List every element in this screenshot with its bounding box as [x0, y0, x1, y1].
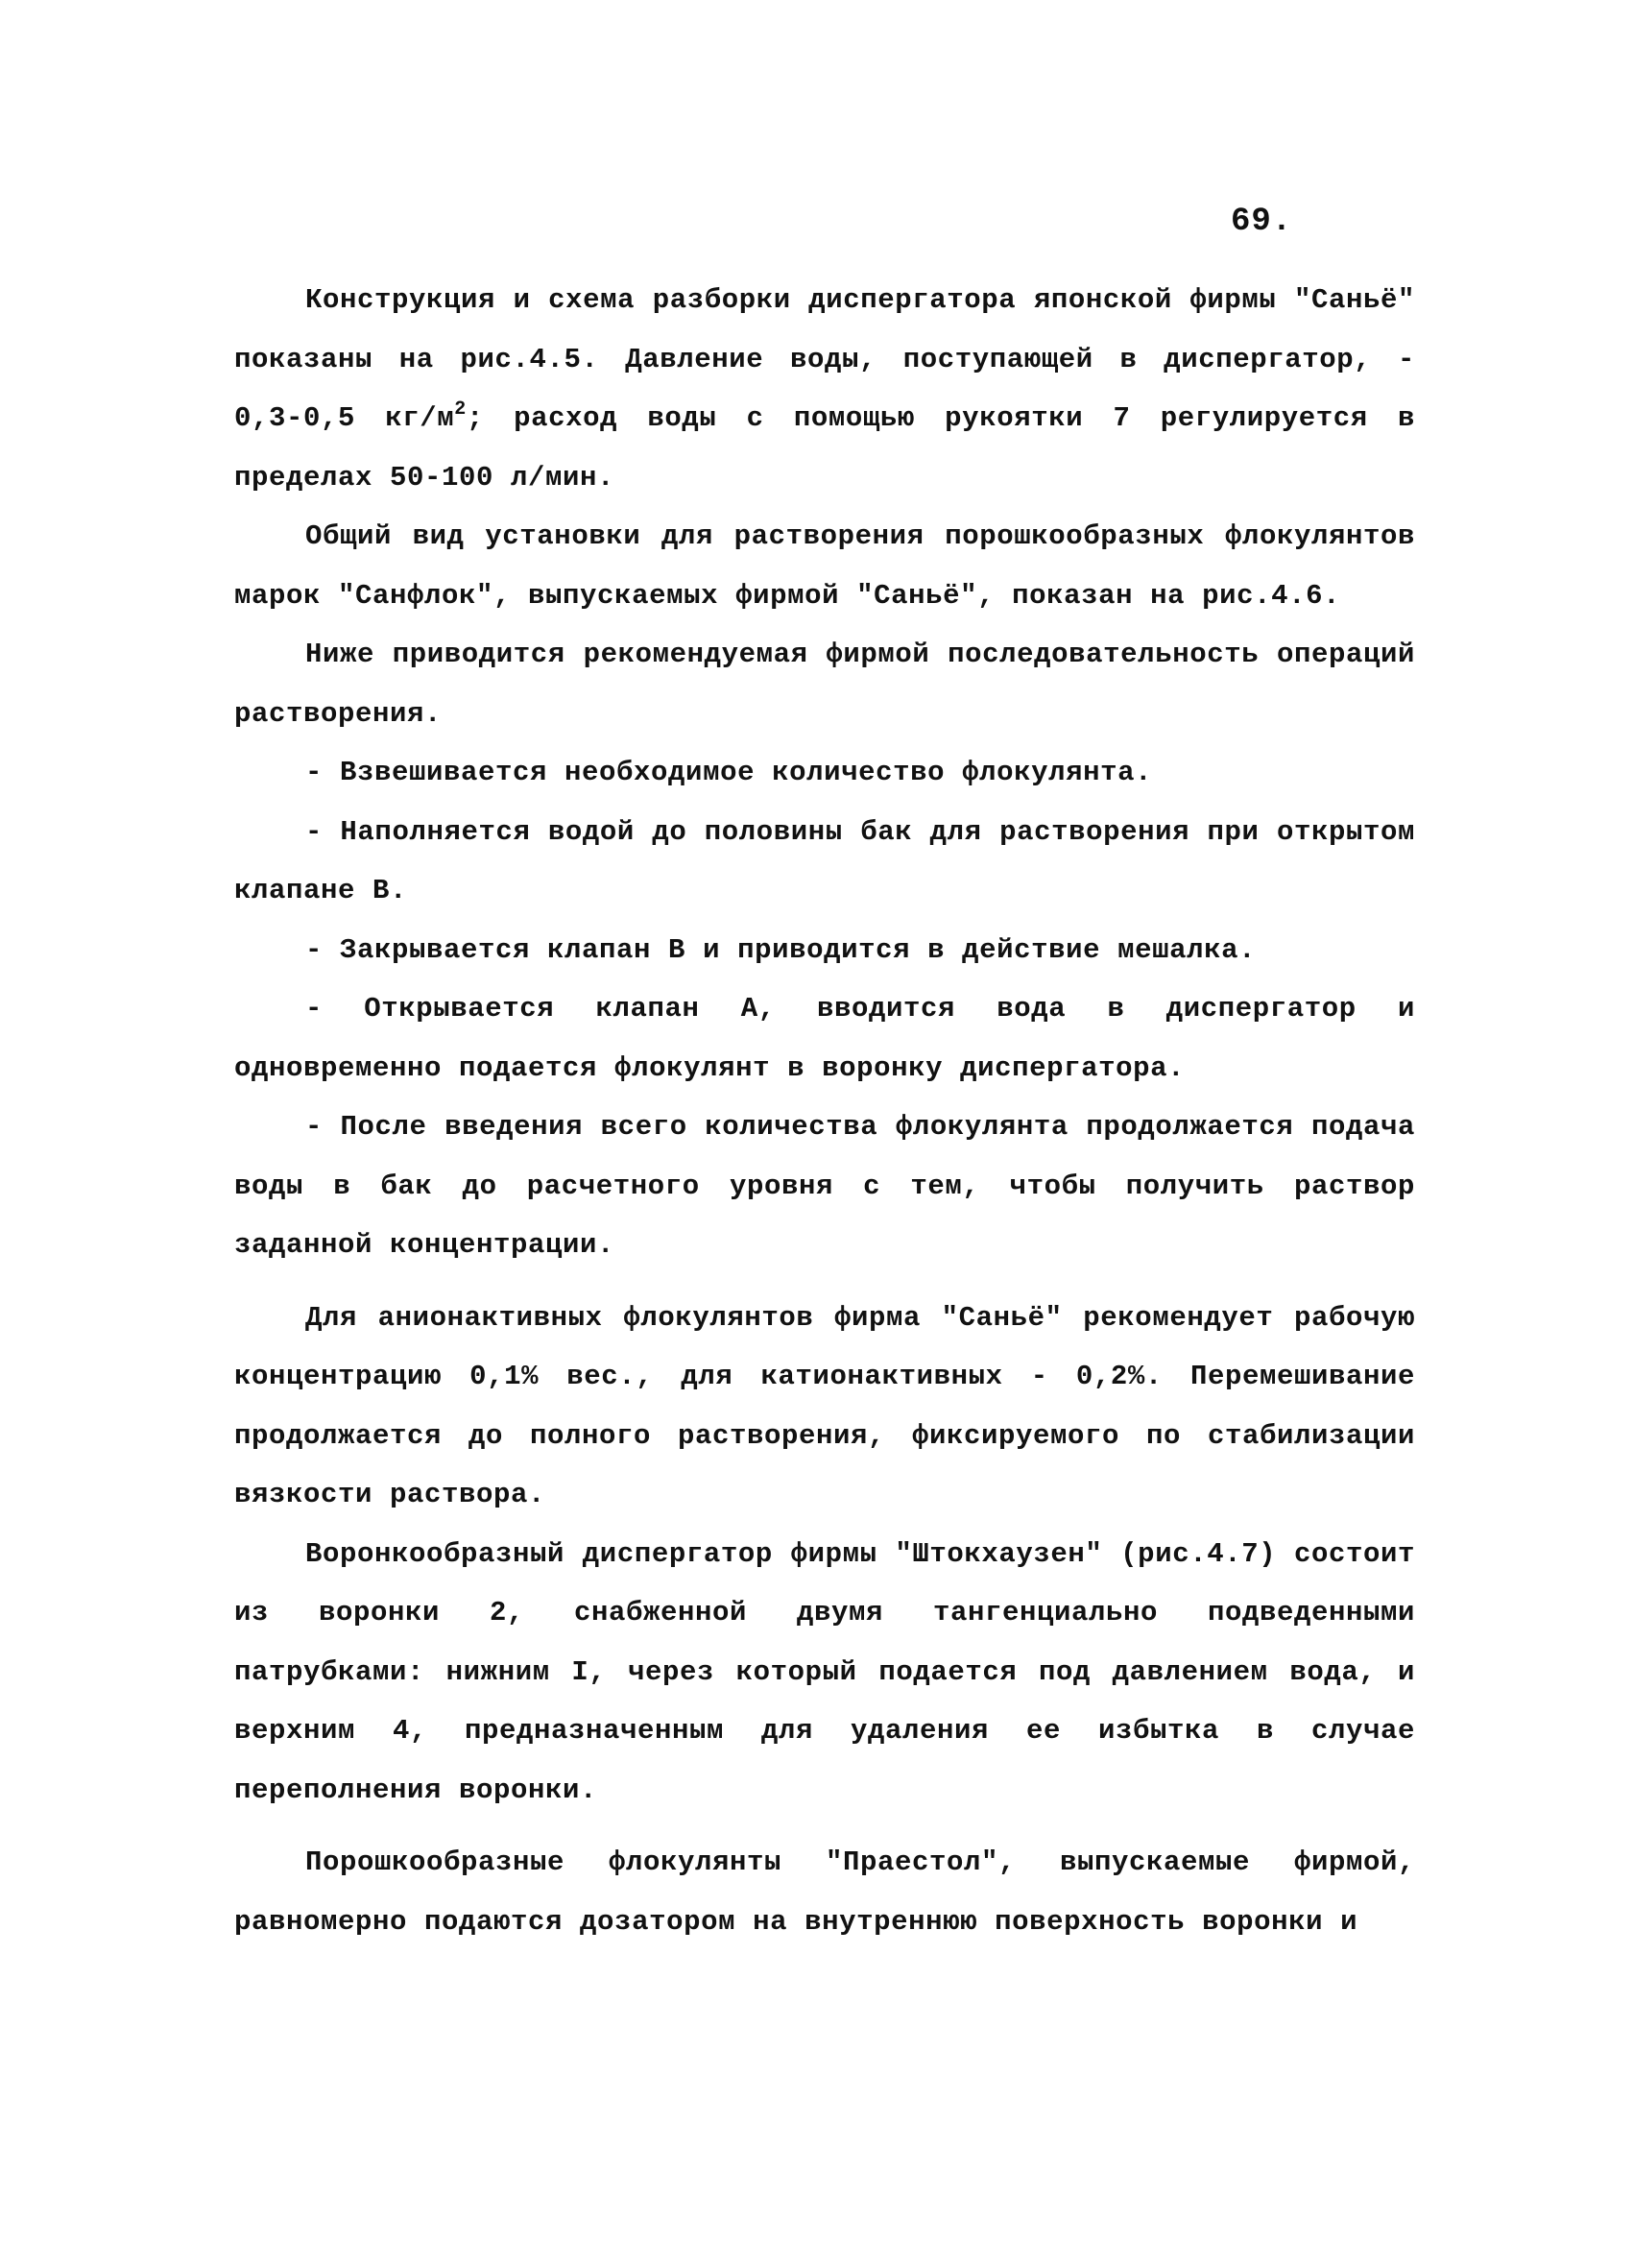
paragraph-praestol: Порошкообразные флокулянты "Праестол", выпускаемые фирмой, равномерно подаются дозатором на внутреннюю поверхность воронки и	[234, 1846, 1415, 1938]
paragraph-operations-intro: Ниже приводится рекомендуемая фирмой последовательность операций растворения.	[234, 639, 1415, 730]
paragraph-sanfloc-setup: Общий вид установки для растворения порошкообразных флокулянтов марок "Санфлок", выпускаемых фирмой "Саньё", показан на рис.4.6.	[234, 520, 1415, 612]
list-item-open-valve: - Открывается клапан А, вводится вода в диспергатор и одновременно подается флокулянт в воронку диспергатора.	[234, 993, 1415, 1084]
paragraph-stockhausen: Воронкообразный диспергатор фирмы "Штокхаузен" (рис.4.7) состоит из воронки 2, снабженной двумя тангенциально подведенными патрубками: нижним I, через который подается под давлением вода, и верхним 4, предназначенным для удаления ее избытка в случае переполнения воронки.	[234, 1537, 1415, 1806]
paragraph-concentration: Для анионактивных флокулянтов фирма "Саньё" рекомендует рабочую концентрацию 0,1% вес., для катионактивных - 0,2%. Перемешивание продолжается до полного растворения, фиксируемого по стабилизации вязкости раствора.	[234, 1301, 1415, 1510]
paragraph-1-text-end: ; расход воды с помощью рукоятки 7 регулируется в пределах 50-100 л/мин.	[234, 402, 1415, 494]
body-text	[234, 271, 1415, 1951]
list-item-weigh: - Взвешивается необходимое количество флокулянта.	[305, 757, 1153, 788]
paragraph-1-text: Конструкция и схема разборки диспергатора японской фирмы "Саньё" показаны на рис.4.5. Давление воды, поступающей в диспергатор, - 0,3-0,5 кг/м	[234, 284, 1415, 434]
page-number: 69.	[1231, 204, 1293, 240]
list-item-close-valve: - Закрывается клапан В и приводится в действие мешалка.	[305, 933, 1257, 966]
list-item-fill-tank: - Наполняется водой до половины бак для растворения при открытом клапане В.	[234, 815, 1415, 906]
paragraph-disperser-sanyo	[234, 271, 1415, 507]
superscript-2: 2	[454, 398, 467, 421]
list-item-continue-feed: - После введения всего количества флокулянта продолжается подача воды в бак до расчетного уровня с тем, чтобы получить раствор заданной концентрации.	[234, 1111, 1415, 1261]
